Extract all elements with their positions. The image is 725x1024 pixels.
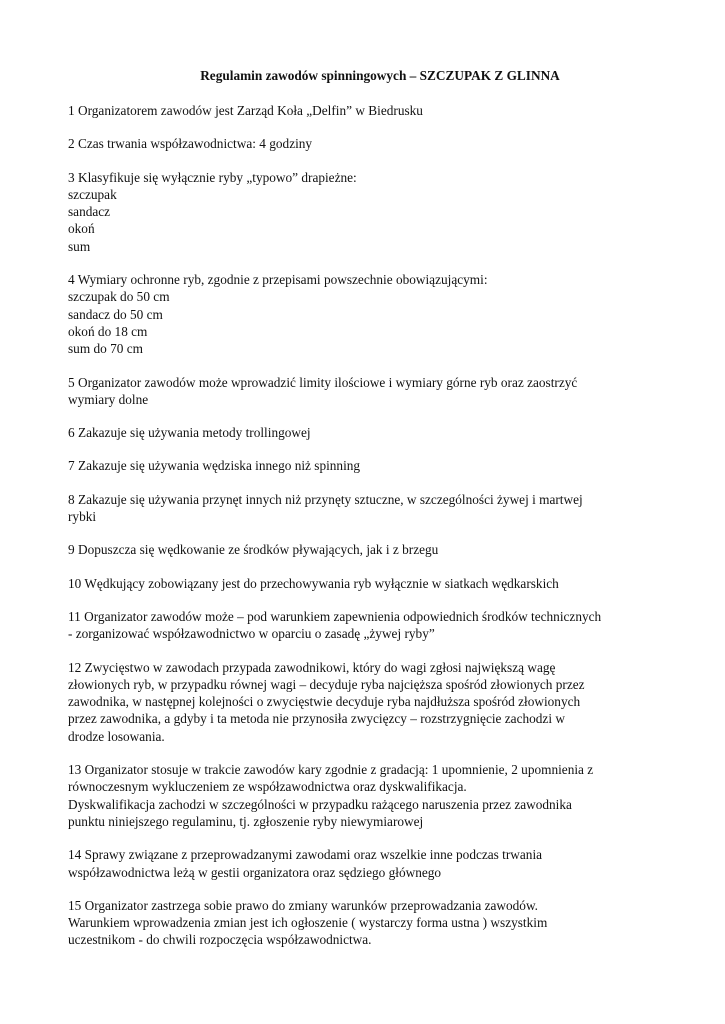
rule-text-line: okoń do 18 cm — [68, 323, 148, 339]
rule-paragraph — [68, 169, 668, 255]
rule-text: 11 Organizator zawodów może – pod warunkiem zapewnienia odpowiednich środków technicznych — [68, 608, 602, 624]
rule-text: 9 Dopuszcza się wędkowanie ze środków pływających, jak i z brzegu — [68, 542, 439, 558]
rule-paragraph — [68, 761, 668, 830]
rule-text-line: zawodnika, w następnej kolejności o zwycięstwie decyduje ryba najdłuższa spośród złowionych — [68, 694, 581, 710]
rule-text: 7 Zakazuje się używania wędziska innego niż spinning — [68, 458, 361, 474]
rule-text: 13 Organizator stosuje w trakcie zawodów kary zgodnie z gradacją: 1 upomnienie, 2 upomnienia z — [68, 762, 594, 778]
rule-text-line: Warunkiem wprowadzenia zmian jest ich ogłoszenie ( wystarczy forma ustna ) wszystkim — [68, 915, 548, 931]
rule-text: 5 Organizator zawodów może wprowadzić limity ilościowe i wymiary górne ryb oraz zaostrzyć — [68, 374, 578, 390]
document-page — [68, 67, 668, 965]
rule-paragraph — [68, 541, 668, 558]
rule-text-line: rybki — [68, 509, 97, 525]
rule-paragraph — [68, 491, 668, 526]
rule-paragraph — [68, 575, 668, 592]
rule-text-line: współzawodnictwa leżą w gestii organizatora oraz sędziego głównego — [68, 864, 442, 880]
rule-text-line: szczupak — [68, 186, 117, 202]
document-title: Regulamin zawodów spinningowych – SZCZUPAK Z GLINNA — [200, 68, 560, 83]
rule-text-line: sandacz do 50 cm — [68, 306, 163, 322]
rule-text-line: złowionych ryb, w przypadku równej wagi – decyduje ryba najcięższa spośród złowionych przez — [68, 676, 585, 692]
rule-text: 4 Wymiary ochronne ryb, zgodnie z przepisami powszechnie obowiązującymi: — [68, 272, 488, 288]
rule-text: 14 Sprawy związane z przeprowadzanymi zawodami oraz wszelkie inne podczas trwania — [68, 847, 543, 863]
rule-text: 12 Zwycięstwo w zawodach przypada zawodnikowi, który do wagi zgłosi największą wagę — [68, 659, 556, 675]
rule-text: 8 Zakazuje się używania przynęt innych niż przynęty sztuczne, w szczególności żywej i martwej — [68, 491, 583, 507]
rule-paragraph — [68, 374, 668, 409]
rule-paragraph — [68, 271, 668, 357]
rule-text-line: równoczesnym wykluczeniem ze współzawodnictwa oraz dyskwalifikacja. — [68, 779, 467, 795]
rule-text-line: przez zawodnika, a gdyby i ta metoda nie przynosiła zwycięzcy – rozstrzygnięcie zachodzi w — [68, 711, 565, 727]
rule-text-line: - zorganizować współzawodnictwo w oparciu o zasadę „żywej ryby” — [68, 626, 435, 642]
rule-text: 6 Zakazuje się używania metody trollingowej — [68, 425, 311, 441]
rule-paragraph — [68, 424, 668, 441]
rule-paragraph — [68, 457, 668, 474]
rule-paragraph — [68, 135, 668, 152]
rule-paragraph — [68, 659, 668, 745]
rule-text-line: sum — [68, 238, 91, 254]
rule-text-line: wymiary dolne — [68, 391, 149, 407]
rule-text: 1 Organizatorem zawodów jest Zarząd Koła „Delfin” w Biedrusku — [68, 103, 423, 118]
rule-paragraph — [68, 846, 668, 881]
rule-paragraph — [68, 608, 668, 643]
rule-text-line: punktu niniejszego regulaminu, tj. zgłoszenie ryby niewymiarowej — [68, 813, 424, 829]
rule-text: 2 Czas trwania współzawodnictwa: 4 godziny — [68, 136, 313, 152]
rule-text-line: drodze losowania. — [68, 728, 165, 744]
rule-text-line: sum do 70 cm — [68, 341, 143, 357]
rule-text: 15 Organizator zastrzega sobie prawo do zmiany warunków przeprowadzania zawodów. — [68, 897, 539, 913]
rule-text: 10 Wędkujący zobowiązany jest do przechowywania ryb wyłącznie w siatkach wędkarskich — [68, 575, 559, 591]
rule-text-line: Dyskwalifikacja zachodzi w szczególności w przypadku rażącego naruszenia przez zawodnika — [68, 796, 572, 812]
rule-paragraph — [68, 897, 668, 949]
rule-paragraph — [68, 102, 668, 119]
rule-text-line: okoń — [68, 221, 95, 237]
rule-text-line: uczestnikom - do chwili rozpoczęcia współzawodnictwa. — [68, 932, 372, 948]
rule-text-line: szczupak do 50 cm — [68, 289, 170, 305]
rules-list — [68, 102, 668, 949]
rule-text-line: sandacz — [68, 204, 111, 220]
rule-text: 3 Klasyfikuje się wyłącznie ryby „typowo” drapieżne: — [68, 169, 357, 185]
